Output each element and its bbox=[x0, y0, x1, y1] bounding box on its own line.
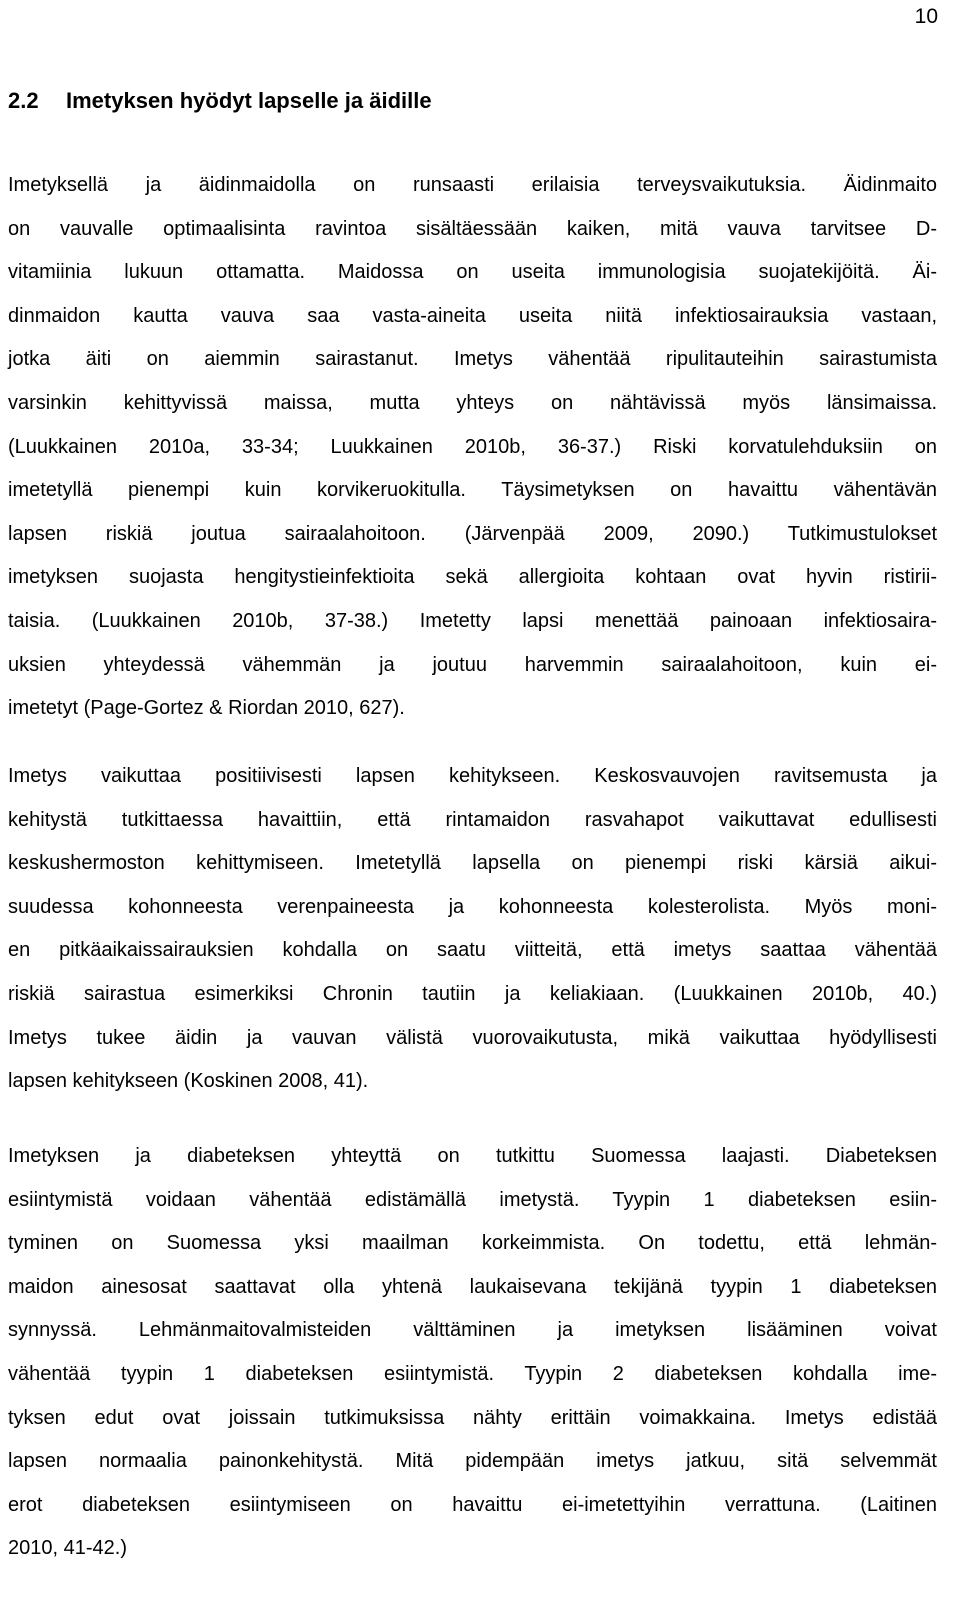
text-line: imetetyt (Page-Gortez & Riordan 2010, 627). bbox=[8, 697, 405, 720]
text-line: lapsen normaalia painonkehitystä. Mitä pidempään imetys jatkuu, sitä selvemmät bbox=[8, 1450, 937, 1473]
text-line: keskushermoston kehittymiseen. Imetetyllä lapsella on pienempi riski kärsiä aikui- bbox=[8, 852, 937, 875]
paragraph-2 bbox=[8, 757, 937, 1106]
text-line: imetetyllä pienempi kuin korvikeruokitulla. Täysimetyksen on havaittu vähentävän bbox=[8, 479, 937, 502]
text-line: lapsen riskiä joutua sairaalahoitoon. (Järvenpää 2009, 2090.) Tutkimustulokset bbox=[8, 522, 937, 545]
text-line: suudessa kohonneesta verenpaineesta ja kohonneesta kolesterolista. Myös moni- bbox=[8, 895, 937, 918]
text-line: maidon ainesosat saattavat olla yhtenä laukaisevana tekijänä tyypin 1 diabeteksen bbox=[8, 1275, 937, 1298]
text-line: Imetys tukee äidin ja vauvan välistä vuorovaikutusta, mikä vaikuttaa hyödyllisesti bbox=[8, 1026, 937, 1049]
text-line: Imetyksen ja diabeteksen yhteyttä on tutkittu Suomessa laajasti. Diabeteksen bbox=[8, 1145, 937, 1167]
text-line: imetyksen suojasta hengitystieinfektioita sekä allergioita kohtaan ovat hyvin ristirii- bbox=[8, 566, 937, 589]
text-line: Imetys vaikuttaa positiivisesti lapsen kehitykseen. Keskosvauvojen ravitsemusta ja bbox=[8, 765, 937, 787]
text-line: taisia. (Luukkainen 2010b, 37-38.) Imetetty lapsi menettää painoaan infektiosaira- bbox=[8, 609, 937, 632]
text-line: Imetyksellä ja äidinmaidolla on runsaasti erilaisia terveysvaikutuksia. Äidinmaito bbox=[8, 174, 937, 196]
text-line: lapsen kehitykseen (Koskinen 2008, 41). bbox=[8, 1070, 369, 1093]
section-heading bbox=[8, 86, 432, 116]
text-line: varsinkin kehittyvissä maissa, mutta yhteys on nähtävissä myös länsimaissa. bbox=[8, 391, 937, 414]
text-line: synnyssä. Lehmänmaitovalmisteiden välttäminen ja imetyksen lisääminen voivat bbox=[8, 1319, 937, 1342]
text-line: jotka äiti on aiemmin sairastanut. Imetys vähentää ripulitauteihin sairastumista bbox=[8, 348, 937, 371]
text-line: dinmaidon kautta vauva saa vasta-aineita useita niitä infektiosairauksia vastaan, bbox=[8, 304, 937, 327]
text-line: esiintymistä voidaan vähentää edistämällä imetystä. Tyypin 1 diabeteksen esiin- bbox=[8, 1188, 937, 1211]
text-line: 2010, 41-42.) bbox=[8, 1537, 127, 1560]
text-line: vähentää tyypin 1 diabeteksen esiintymistä. Tyypin 2 diabeteksen kohdalla ime- bbox=[8, 1362, 937, 1385]
text-line: riskiä sairastua esimerkiksi Chronin tautiin ja keliakiaan. (Luukkainen 2010b, 40.) bbox=[8, 982, 937, 1005]
paragraph-1 bbox=[8, 166, 937, 733]
section-title: Imetyksen hyödyt lapselle ja äidille bbox=[66, 88, 432, 113]
text-line: on vauvalle optimaalisinta ravintoa sisältäessään kaiken, mitä vauva tarvitsee D- bbox=[8, 217, 937, 240]
text-line: kehitystä tutkittaessa havaittiin, että rintamaidon rasvahapot vaikuttavat edullisesti bbox=[8, 808, 937, 831]
paragraph-3 bbox=[8, 1137, 937, 1573]
text-line: uksien yhteydessä vähemmän ja joutuu harvemmin sairaalahoitoon, kuin ei- bbox=[8, 653, 937, 676]
text-line: vitamiinia lukuun ottamatta. Maidossa on useita immunologisia suojatekijöitä. Äi- bbox=[8, 261, 937, 284]
page-number: 10 bbox=[914, 5, 938, 28]
text-line: tyminen on Suomessa yksi maailman korkeimmista. On todettu, että lehmän- bbox=[8, 1232, 937, 1255]
section-number: 2.2 bbox=[8, 88, 39, 113]
text-line: tyksen edut ovat joissain tutkimuksissa nähty erittäin voimakkaina. Imetys edistää bbox=[8, 1406, 937, 1429]
text-line: (Luukkainen 2010a, 33-34; Luukkainen 2010b, 36-37.) Riski korvatulehduksiin on bbox=[8, 435, 937, 458]
text-line: en pitkäaikaissairauksien kohdalla on saatu viitteitä, että imetys saattaa vähentää bbox=[8, 939, 937, 962]
text-line: erot diabeteksen esiintymiseen on havaittu ei-imetettyihin verrattuna. (Laitinen bbox=[8, 1493, 937, 1516]
